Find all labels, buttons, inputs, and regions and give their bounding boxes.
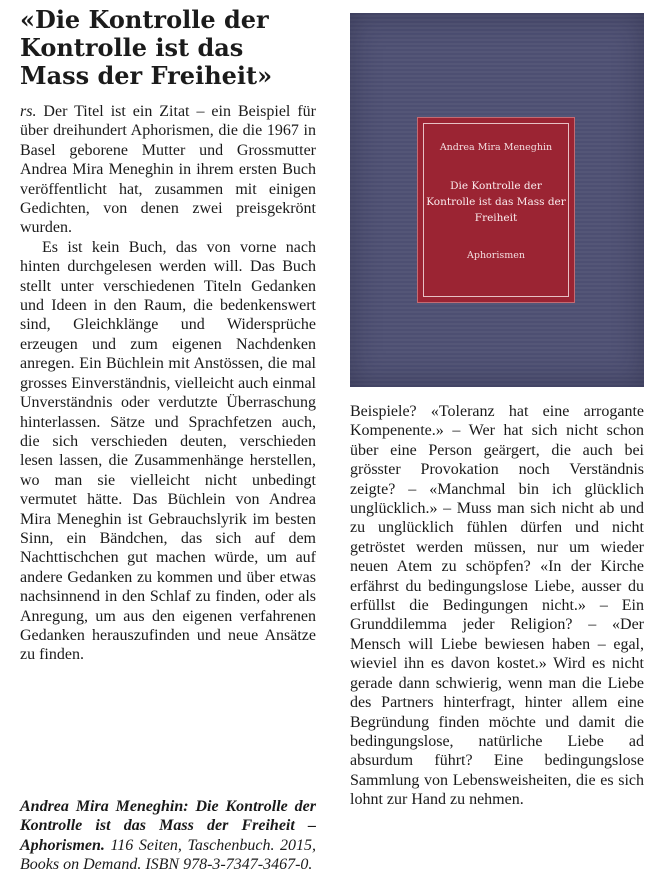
book-cover-subtitle: Aphorismen bbox=[467, 250, 525, 261]
book-cover-image bbox=[350, 13, 644, 387]
byline: rs. bbox=[20, 103, 37, 120]
paragraph-examples: Beispiele? «Toleranz hat eine arrogante Kompenente.» – Wer hat sich nicht schon über eine Person geärgert, die auch bei grösster Provokation noch Verständnis zeigte? – «Manchmal bin ich glücklich unglücklich.» – Muss man sich nicht ab und zu unglücklich fühlen dürfen und nicht getröstet werden müssen, nur um wieder neuen Atem zu schöpfen? «In der Kirche erfährst du bedingungslose Liebe, ausser du erfüllst die Bedingungen nicht.» – Ein Grunddilemma jeder Religion? – «Der Mensch will Liebe bewiesen haben – egal, wieviel ihn es davon kostet.» Wird es nicht gerade dann schwierig, wenn man die Liebe des Partners hinterfragt, hinter allem eine Begründung finden möchte und damit die bedingungslose, natürliche Liebe ad absurdum führt? Eine bedingungslose Sammlung von Lebensweisheiten, die es sich lohnt zur Hand zu nehmen. bbox=[350, 403, 644, 809]
paragraph-intro bbox=[20, 102, 316, 238]
paragraph-intro-text: Der Titel ist ein Zitat – ein Beispiel für über dreihundert Aphorismen, die die 1967 in Basel geborene Mutter und Grossmutter Andrea Mira Meneghin in ihrem ersten Buch veröffentlicht hat, zusammen mit einigen Gedichten, von denen zwei preisgekrönt wurden. bbox=[20, 103, 316, 237]
paragraph-body: Es ist kein Buch, das von vorne nach hinten durchgelesen werden will. Das Buch stellt unter verschiedenen Titeln Gedanken und Ideen in den Raum, die bedenkenswert sind, Gleichklänge und Widersprüche erzeugen und zum eigenen Nachdenken anregen. Ein Büchlein mit Anstössen, die mal grosses Einverständnis, vielleicht auch einmal Unverständnis oder verdutzte Überraschung hinterlassen. Sätze und Sprachfetzen auch, die sich verschieden deuten, verschieden lesen lassen, die Zusammenhänge herstellen, wo man sie vielleicht nicht unbedingt vermutet hätte. Das Büchlein von Andrea Mira Meneghin ist Gebrauchslyrik im besten Sinn, ein Bändchen, das sich auf dem Nachttischchen gut machen würde, um auf andere Gedanken zu kommen und über etwas nachsinnend in den Schlaf zu finden, oder als Anregung, um aus den eigenen verfahrenen Gedanken herauszufinden und neue Ansätze zu finden. bbox=[20, 238, 316, 664]
book-source-title: Andrea Mira Meneghin: Die Kontrolle der Kontrolle ist das Mass der Freiheit – Aphorismen. bbox=[20, 798, 316, 854]
article-column-left bbox=[20, 102, 316, 665]
book-source-info bbox=[20, 797, 316, 875]
article-headline: «Die Kontrolle der Kontrolle ist das Mass der Freiheit» bbox=[20, 5, 273, 90]
book-cover-author: Andrea Mira Meneghin bbox=[439, 142, 553, 153]
article-column-right bbox=[350, 402, 644, 810]
book-cover-label bbox=[417, 117, 575, 303]
book-cover-title: Die Kontrolle der Kontrolle ist das Mass der Freiheit bbox=[426, 180, 566, 224]
book-source-details: 116 Seiten, Taschenbuch. 2015, Books on Demand. ISBN 978-3-7347-3467-0. bbox=[20, 836, 316, 874]
